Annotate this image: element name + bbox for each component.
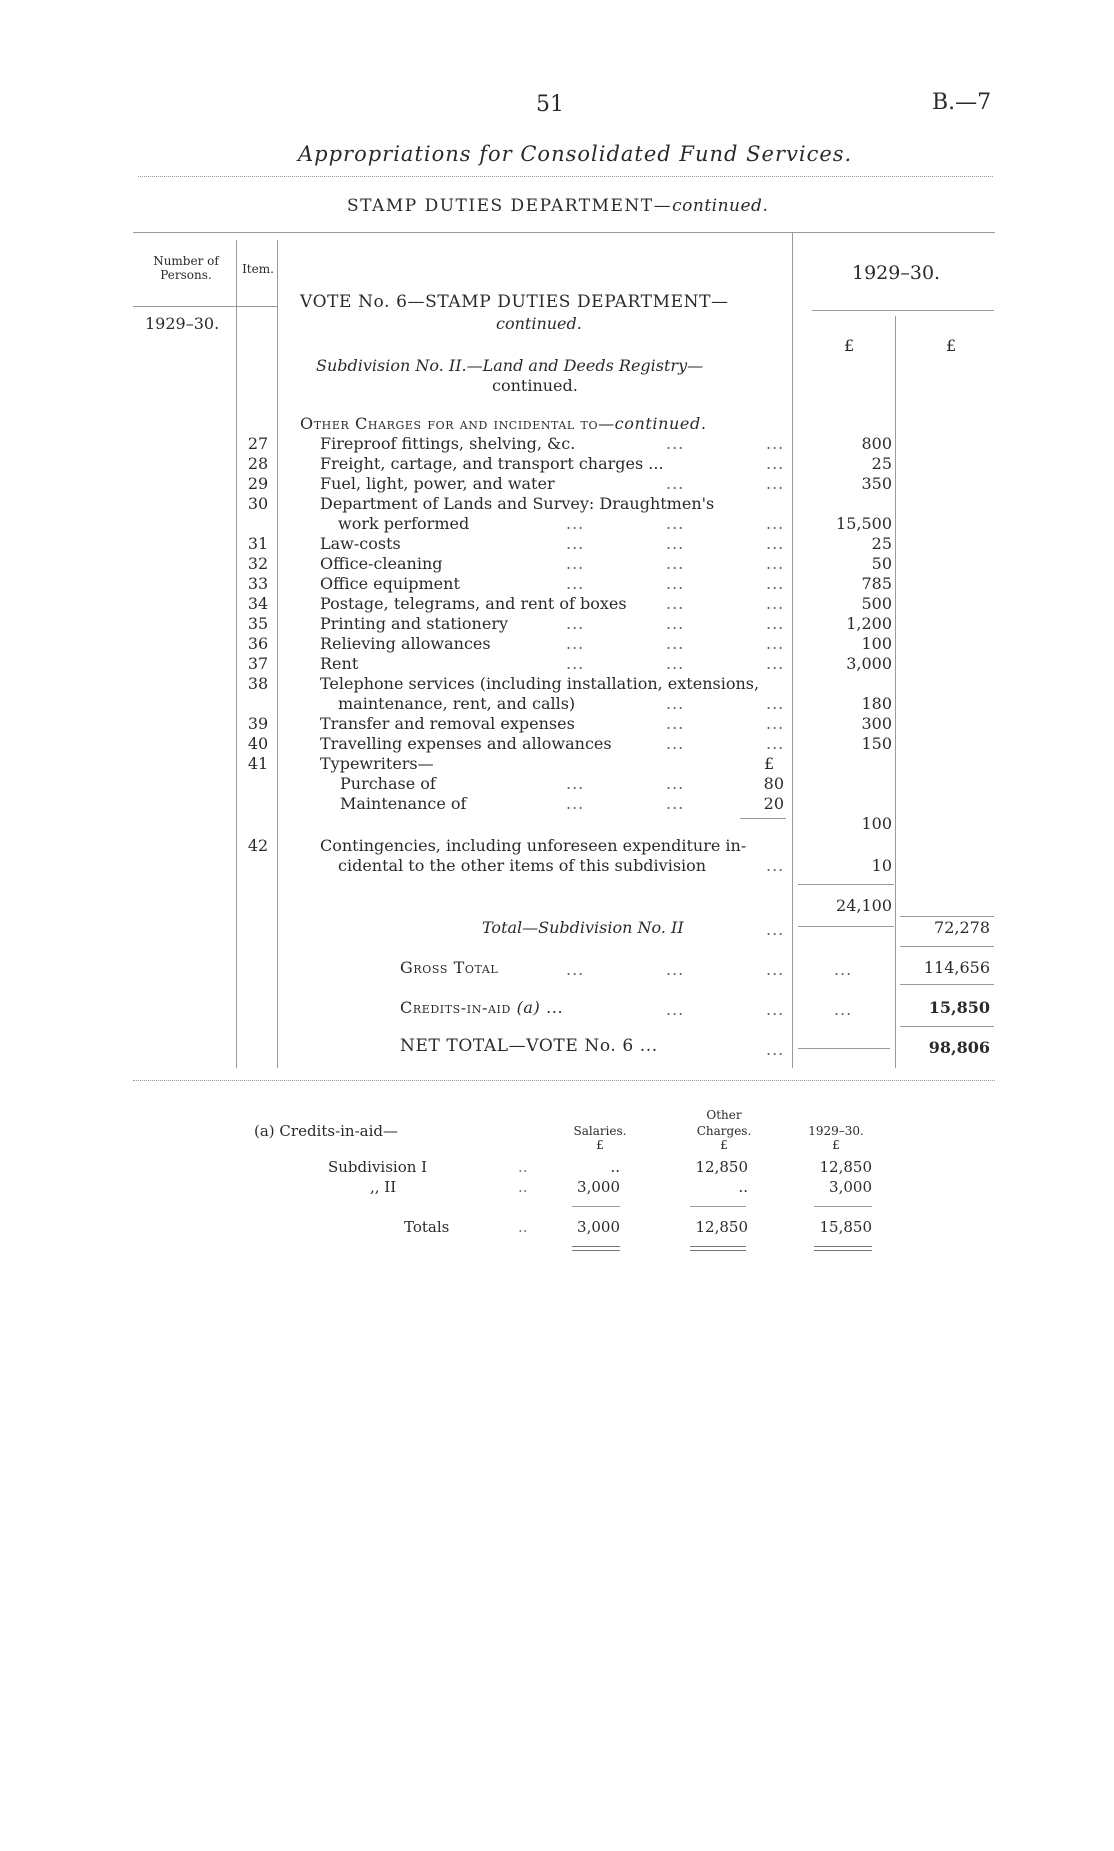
leader-dots: ...: [566, 614, 585, 633]
footnote-rule: [690, 1206, 746, 1207]
footnote-row-label: Subdivision I: [328, 1158, 428, 1176]
credits-rule: [900, 1026, 994, 1027]
department-continued: continued.: [672, 196, 769, 216]
leader-dots: ...: [766, 554, 785, 573]
footnote-double-rule: [814, 1246, 872, 1251]
footnote-pound: £: [832, 1138, 840, 1152]
item-number: 41: [247, 754, 269, 773]
leader-dots: ...: [766, 474, 785, 493]
subtotal-rule-bottom: [798, 926, 894, 927]
pound-sign-col1: £: [844, 336, 855, 355]
credits-footnote-ref: (a): [516, 998, 541, 1017]
leader-dots: ...: [666, 474, 685, 493]
item-amount: 180: [861, 694, 892, 713]
item-amount: 50: [871, 554, 892, 573]
item-description: Printing and stationery: [320, 614, 509, 633]
number-of-persons-header: Number of Persons.: [153, 254, 219, 282]
persons-col-divider: [236, 240, 237, 1068]
footnote-leader: ..: [518, 1178, 528, 1196]
item-amount: 1,200: [846, 614, 892, 633]
leader-dots: ...: [766, 734, 785, 753]
leader-dots: ...: [566, 634, 585, 653]
footnote-totals-year: 15,850: [819, 1218, 872, 1236]
leader-dots: ...: [566, 654, 585, 673]
item-amount: 15,500: [836, 514, 892, 533]
item-description-cont: work performed: [338, 514, 470, 533]
item-number: 33: [247, 574, 269, 593]
item-amount: 10: [871, 856, 892, 875]
leader-dots: ...: [566, 774, 585, 793]
table-top-rule: [133, 232, 995, 233]
footnote-col-salaries: Salaries.: [573, 1124, 627, 1138]
credits-in-aid-total: 15,850: [928, 998, 990, 1017]
item-description: Postage, telegrams, and rent of boxes: [320, 594, 627, 613]
item-description: Law-costs: [320, 534, 401, 553]
other-charges-label: Other Charges for and incidental to—: [300, 414, 615, 433]
item-number: 27: [247, 434, 269, 453]
leader-dots: ...: [766, 534, 785, 553]
page-title: Appropriations for Consolidated Fund Services.: [298, 142, 853, 166]
leader-dots: ...: [766, 960, 785, 979]
leader-dots: ...: [766, 614, 785, 633]
amount2-col-divider: [895, 316, 896, 1068]
leader-dots: ...: [666, 634, 685, 653]
leader-dots: ...: [766, 434, 785, 453]
table-bottom-rule: [133, 1080, 995, 1081]
footnote-totals-other: 12,850: [695, 1218, 748, 1236]
item-description: Office equipment: [320, 574, 460, 593]
year-column-header: 1929–30.: [852, 262, 941, 284]
sub-total-rule: [740, 818, 786, 819]
footnote-row-label: ,, II: [370, 1178, 397, 1196]
footnote-year: 12,850: [819, 1158, 872, 1176]
footnote-leader: ..: [518, 1158, 528, 1176]
footnote-col-other-a: Other: [706, 1108, 742, 1122]
item-number: 32: [247, 554, 269, 573]
footnote-pound: £: [596, 1138, 604, 1152]
leader-dots: ...: [566, 574, 585, 593]
item-number: 34: [247, 594, 269, 613]
leader-dots: ...: [766, 694, 785, 713]
gross-total-label: Gross Total: [400, 958, 499, 977]
item-amount: 25: [871, 534, 892, 553]
item-number: 42: [247, 836, 269, 855]
leader-dots: ...: [666, 1000, 685, 1019]
subtotal-rule-top: [798, 884, 894, 885]
item-header: Item.: [242, 262, 274, 276]
footnote-year: 3,000: [829, 1178, 872, 1196]
item-amount: 150: [861, 734, 892, 753]
item-amount: 785: [861, 574, 892, 593]
item-description: Telephone services (including installation, extensions,: [320, 674, 760, 693]
footnote-label: (a) Credits-in-aid—: [254, 1122, 399, 1140]
item-amount: 300: [861, 714, 892, 733]
net-total-label: NET TOTAL—VOTE No. 6 ...: [400, 1036, 658, 1056]
subdivision-total: 72,278: [934, 918, 990, 937]
persons-header-rule: [133, 306, 277, 307]
page-number: 51: [536, 92, 564, 117]
leader-dots: ...: [546, 998, 564, 1017]
leader-dots: ...: [666, 554, 685, 573]
item-description: Contingencies, including unforeseen expenditure in-: [320, 836, 747, 855]
title-rule: [138, 176, 993, 177]
item-number: 37: [247, 654, 269, 673]
leader-dots: ...: [766, 574, 785, 593]
leader-dots: ...: [766, 514, 785, 533]
leader-dots: ...: [766, 654, 785, 673]
item-amount: 350: [861, 474, 892, 493]
leader-dots: ...: [666, 434, 685, 453]
footnote-other: ..: [738, 1178, 748, 1196]
footnote-totals-label: Totals: [404, 1218, 450, 1236]
leader-dots: ...: [666, 534, 685, 553]
leader-dots: ...: [666, 614, 685, 633]
leader-dots: ...: [566, 794, 585, 813]
amount-col-divider: [792, 232, 793, 1068]
item-description: Office-cleaning: [320, 554, 443, 573]
footnote-col-year: 1929–30.: [808, 1124, 864, 1138]
leader-dots: ...: [666, 714, 685, 733]
department-name: STAMP DUTIES DEPARTMENT—: [347, 196, 673, 216]
item-description: Freight, cartage, and transport charges ...: [320, 454, 664, 473]
sub-item-amount: 20: [763, 794, 784, 813]
item-description-cont: maintenance, rent, and calls): [338, 694, 576, 713]
item-number: 38: [247, 674, 269, 693]
vote-title-continued: continued.: [496, 314, 582, 333]
footnote-leader: ..: [518, 1218, 528, 1236]
item-number: 29: [247, 474, 269, 493]
item-description: Fireproof fittings, shelving, &c.: [320, 434, 576, 453]
leader-dots: ...: [766, 920, 785, 939]
leader-dots: ...: [566, 960, 585, 979]
item-description-cont: cidental to the other items of this subdivision: [338, 856, 707, 875]
item-amount: 100: [861, 634, 892, 653]
item-number: 39: [247, 714, 269, 733]
persons-year: 1929–30.: [145, 314, 220, 333]
document-reference: B.—7: [932, 90, 992, 115]
footnote-other: 12,850: [695, 1158, 748, 1176]
year-header-rule: [812, 310, 994, 311]
item-amount: 3,000: [846, 654, 892, 673]
subdivision-total-label: Total—Subdivision No. II: [482, 918, 684, 937]
other-charges-continued: continued.: [614, 414, 707, 433]
item-number: 36: [247, 634, 269, 653]
leader-dots: ...: [566, 534, 585, 553]
leader-dots: ...: [766, 714, 785, 733]
footnote-rule: [572, 1206, 620, 1207]
leader-dots: ...: [766, 1040, 785, 1059]
footnote-salaries: 3,000: [577, 1178, 620, 1196]
sub-item-description: Purchase of: [340, 774, 436, 793]
leader-dots: ...: [766, 634, 785, 653]
footnote-double-rule: [690, 1246, 746, 1251]
leader-dots: ...: [666, 694, 685, 713]
subdivision-title: Subdivision No. II.—Land and Deeds Registry—: [316, 356, 704, 375]
leader-dots: ...: [766, 454, 785, 473]
leader-dots: ...: [766, 856, 785, 875]
leader-dots: ...: [666, 794, 685, 813]
item-number: 30: [247, 494, 269, 513]
item-col-divider: [277, 240, 278, 1068]
subtotal-amount: 24,100: [836, 896, 892, 915]
item-amount: 500: [861, 594, 892, 613]
footnote-rule: [814, 1206, 872, 1207]
subdivision-total-rule-bottom: [900, 946, 994, 947]
other-charges-heading: [300, 414, 707, 433]
pound-sign-col2: £: [946, 336, 957, 355]
leader-dots: ...: [666, 960, 685, 979]
footnote-pound: £: [720, 1138, 728, 1152]
footnote-double-rule: [572, 1246, 620, 1251]
item-amount: 800: [861, 434, 892, 453]
item-number: 35: [247, 614, 269, 633]
credits-in-aid-label: [400, 998, 563, 1017]
item-description: Rent: [320, 654, 359, 673]
sub-item-description: Maintenance of: [340, 794, 467, 813]
item-description: Relieving allowances: [320, 634, 491, 653]
item-description: Department of Lands and Survey: Draughtmen's: [320, 494, 715, 513]
leader-dots: ...: [566, 554, 585, 573]
item-description: Fuel, light, power, and water: [320, 474, 555, 493]
leader-dots: ...: [766, 594, 785, 613]
footnote-totals-salaries: 3,000: [577, 1218, 620, 1236]
gross-total-rule: [900, 984, 994, 985]
vote-title: VOTE No. 6—STAMP DUTIES DEPARTMENT—: [300, 292, 729, 312]
department-heading: [347, 196, 768, 216]
leader-dots: ...: [666, 654, 685, 673]
net-total-dash: [798, 1048, 890, 1049]
subdivision-total-rule: [900, 916, 994, 917]
leader-dots: ...: [766, 1000, 785, 1019]
sub-item-amount: 80: [763, 774, 784, 793]
leader-dots: ...: [666, 734, 685, 753]
leader-dots: ...: [834, 1000, 853, 1019]
item-description: Typewriters—: [320, 754, 434, 773]
leader-dots: ...: [566, 514, 585, 533]
footnote-salaries: ..: [610, 1158, 620, 1176]
footnote-col-other-b: Charges.: [696, 1124, 752, 1138]
item-amount: 100: [861, 814, 892, 833]
item-description: Travelling expenses and allowances: [320, 734, 612, 753]
item-number: 31: [247, 534, 269, 553]
leader-dots: ...: [834, 960, 853, 979]
sub-pound-sign: £: [764, 754, 775, 773]
leader-dots: ...: [666, 574, 685, 593]
item-number: 28: [247, 454, 269, 473]
gross-total: 114,656: [923, 958, 990, 977]
leader-dots: ...: [666, 594, 685, 613]
item-amount: 25: [871, 454, 892, 473]
leader-dots: ...: [666, 514, 685, 533]
leader-dots: ...: [666, 774, 685, 793]
credits-label-text: Credits-in-aid: [400, 998, 511, 1017]
item-number: 40: [247, 734, 269, 753]
net-total: 98,806: [928, 1038, 990, 1057]
subdivision-continued: continued.: [492, 376, 578, 395]
item-description: Transfer and removal expenses: [320, 714, 575, 733]
